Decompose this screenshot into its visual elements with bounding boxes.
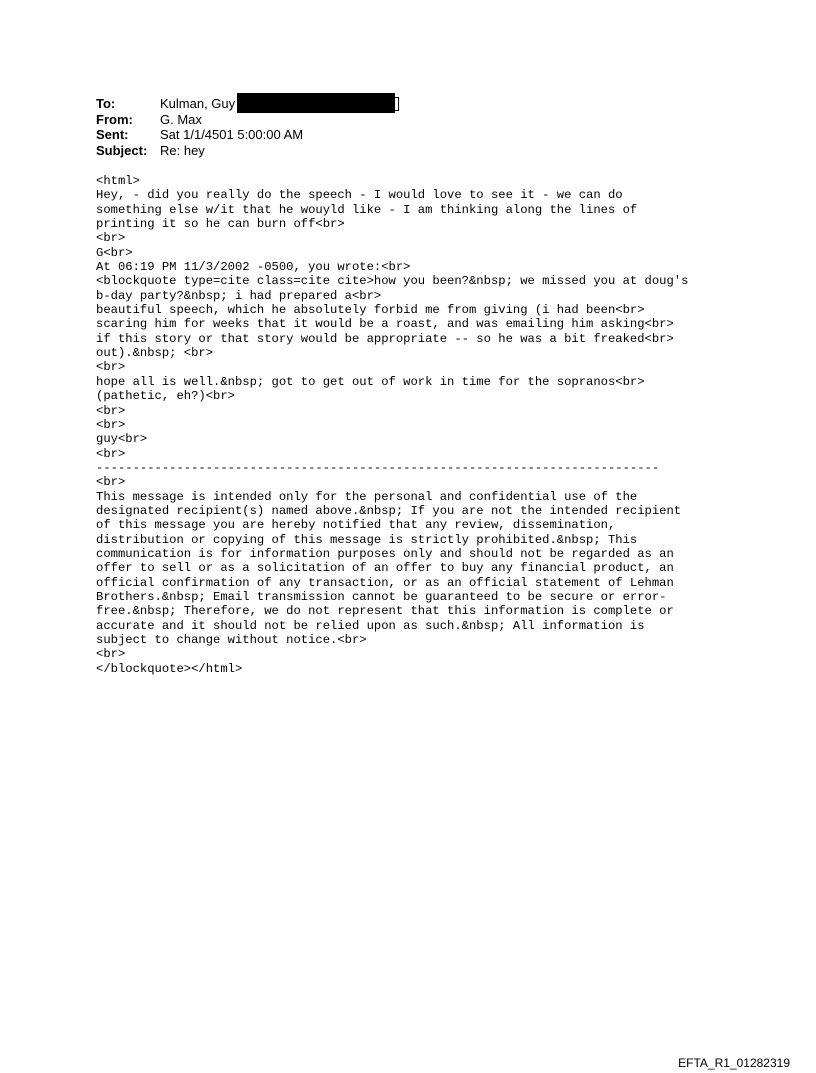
sent-label: Sent: bbox=[96, 127, 129, 143]
subject-label: Subject: bbox=[96, 142, 148, 158]
subject-row bbox=[96, 143, 399, 159]
email-body: <html> Hey, - did you really do the speech - I would love to see it - we can do something else w/it that he wouyld like - I am thinking along the lines of printing it so he can burn off<br> <br> G<br> At 06:19 PM 11/3/2002 -0500, you wrote:<br> <blockquote type=cite class=cite cite>how you been?&nbsp; we missed you at doug's b-day party?&nbsp; i had prepared a<br> beautiful speech, which he absolutely forbid me from giving (i had been<br> scaring him for weeks that it would be a roast, and was emailing him asking<br> if this story or that story would be appropriate -- so he was a bit freaked<br> out).&nbsp; <br> <br> hope all is well.&nbsp; got to get out of work in time for the sopranos<br> (pathetic, eh?)<br> <br> <br> guy<br> <br> ----------------------------------------------------------------------------- <br> This message is intended only for the personal and confidential use of the designated recipient(s) named above.&nbsp; If you are not the intended recipient of this message you are hereby notified that any review, dissemination, distribution or copying of this message is strictly prohibited.&nbsp; This communication is for information purposes only and should not be regarded as an offer to sell or as a solicitation of an offer to buy any financial product, an official confirmation of any transaction, or as an official statement of Lehman Brothers.&nbsp; Email transmission cannot be guaranteed to be secure or error- free.&nbsp; Therefore, we do not represent that this information is complete or accurate and it should not be relied upon as such.&nbsp; All information is subject to change without notice.<br> <br> </blockquote></html> bbox=[96, 174, 689, 676]
from-row bbox=[96, 112, 399, 128]
sent-value: Sat 1/1/4501 5:00:00 AM bbox=[160, 127, 304, 143]
to-value: Kulman, Guy bbox=[160, 96, 236, 112]
from-label: From: bbox=[96, 111, 133, 127]
to-row bbox=[96, 96, 399, 112]
redaction-box bbox=[237, 93, 395, 113]
subject-value: Re: hey bbox=[160, 142, 205, 158]
email-header bbox=[96, 96, 399, 158]
redaction-bracket bbox=[395, 97, 399, 111]
to-label: To: bbox=[96, 96, 116, 112]
sent-row bbox=[96, 127, 399, 143]
document-id: EFTA_R1_01282319 bbox=[678, 1056, 790, 1070]
from-value: G. Max bbox=[160, 111, 202, 127]
